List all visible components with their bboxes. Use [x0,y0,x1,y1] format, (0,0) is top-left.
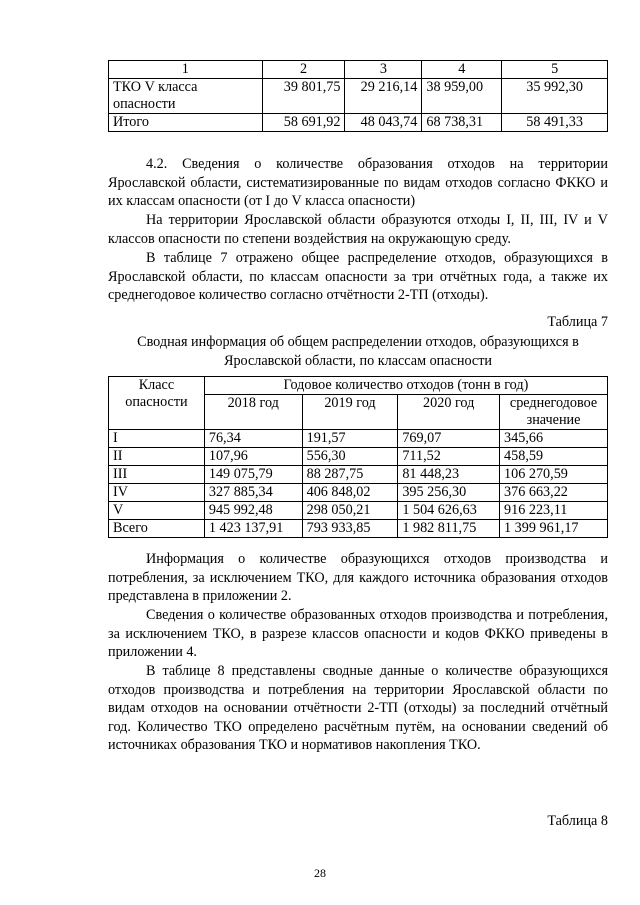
col-number: 5 [502,61,608,79]
cell-value: 39 801,75 [262,79,345,114]
cell-value: 916 223,11 [500,502,608,520]
cell-value: 191,57 [302,430,398,448]
paragraph: На территории Ярославской области образуются отходы I, II, III, IV и V классов опасности по степени воздействия на окружающую среду. [108,212,608,247]
cell-value: 88 287,75 [302,466,398,484]
row-label: ТКО V класса опасности [109,79,263,114]
cell-value: 376 663,22 [500,484,608,502]
cell-class: II [109,448,205,466]
section-heading: 4.2. Сведения о количестве образования отходов на территории Ярославской области, систематизированные по видам отходов согласно ФККО и их классам опасности (от I до V класса опасности) [108,156,608,210]
cell-value: 38 959,00 [422,79,502,114]
cell-value: 58 491,33 [502,114,608,132]
cell-value: 107,96 [204,448,302,466]
table-row [109,520,608,538]
col-number: 3 [345,61,422,79]
cell-value: 711,52 [398,448,500,466]
cell-value: 81 448,23 [398,466,500,484]
cell-value: 1 423 137,91 [204,520,302,538]
cell-value: 327 885,34 [204,484,302,502]
paragraph: Сведения о количестве образованных отходов производства и потребления, за исключением ТКО, в разрезе классов опасности и кодов ФККО приведены в приложении 4. [108,607,608,661]
table-label: Таблица 8 [547,813,608,829]
cell-class: Всего [109,520,205,538]
cell-value: 58 691,92 [262,114,345,132]
table-row [109,79,608,114]
col-number: 1 [109,61,263,79]
cell-class: V [109,502,205,520]
cell-value: 1 982 811,75 [398,520,500,538]
cell-class: IV [109,484,205,502]
cell-value: 68 738,31 [422,114,502,132]
cell-value: 76,34 [204,430,302,448]
cell-value: 1 399 961,17 [500,520,608,538]
table-7 [108,376,608,538]
cell-class: I [109,430,205,448]
table-label: Таблица 7 [547,314,608,330]
cell-value: 1 504 626,63 [398,502,500,520]
cell-value: 298 050,21 [302,502,398,520]
col-number: 4 [422,61,502,79]
cell-value: 345,66 [500,430,608,448]
table-row [109,484,608,502]
cell-value: 106 270,59 [500,466,608,484]
cell-value: 945 992,48 [204,502,302,520]
cell-value: 458,59 [500,448,608,466]
table-header-row [109,61,608,79]
header-class: Класс опасности [109,377,205,430]
cell-class: III [109,466,205,484]
col-number: 2 [262,61,345,79]
table-row [109,448,608,466]
cell-value: 793 933,85 [302,520,398,538]
cell-value: 35 992,30 [502,79,608,114]
table-row [109,430,608,448]
cell-value: 556,30 [302,448,398,466]
paragraph: В таблице 7 отражено общее распределение отходов, образующихся в Ярославской области, по классам опасности за три отчётных года, а также их среднегодовое количество согласно отчётности 2-ТП (отходы). [108,250,608,304]
cell-value: 395 256,30 [398,484,500,502]
paragraph: В таблице 8 представлены сводные данные о количестве образующихся отходов производства и потребления на территории Ярославской области по видам отходов на основании отчётности 2-ТП (отходы) за последний отчётный год. Количество ТКО определено расчётным путём, на основании сведений об источниках образования ТКО и нормативов накопления ТКО. [108,663,608,754]
cell-value: 406 848,02 [302,484,398,502]
table-header-row [109,377,608,395]
page-number: 28 [314,866,326,880]
header-annual: Годовое количество отходов (тонн в год) [204,377,607,395]
table-title: Сводная информация об общем распределении отходов, образующихся в Ярославской области, по классам опасности [137,334,579,369]
header-average: среднегодовое значение [500,395,608,430]
row-label: Итого [109,114,263,132]
continuation-table [108,60,608,132]
cell-value: 769,07 [398,430,500,448]
table-row [109,502,608,520]
table-row [109,114,608,132]
paragraph: Информация о количестве образующихся отходов производства и потребления, за исключением ТКО, для каждого источника образования отходов представлена в приложении 2. [108,551,608,605]
cell-value: 48 043,74 [345,114,422,132]
cell-value: 29 216,14 [345,79,422,114]
header-year: 2020 год [398,395,500,430]
cell-value: 149 075,79 [204,466,302,484]
header-year: 2019 год [302,395,398,430]
table-row [109,466,608,484]
header-year: 2018 год [204,395,302,430]
